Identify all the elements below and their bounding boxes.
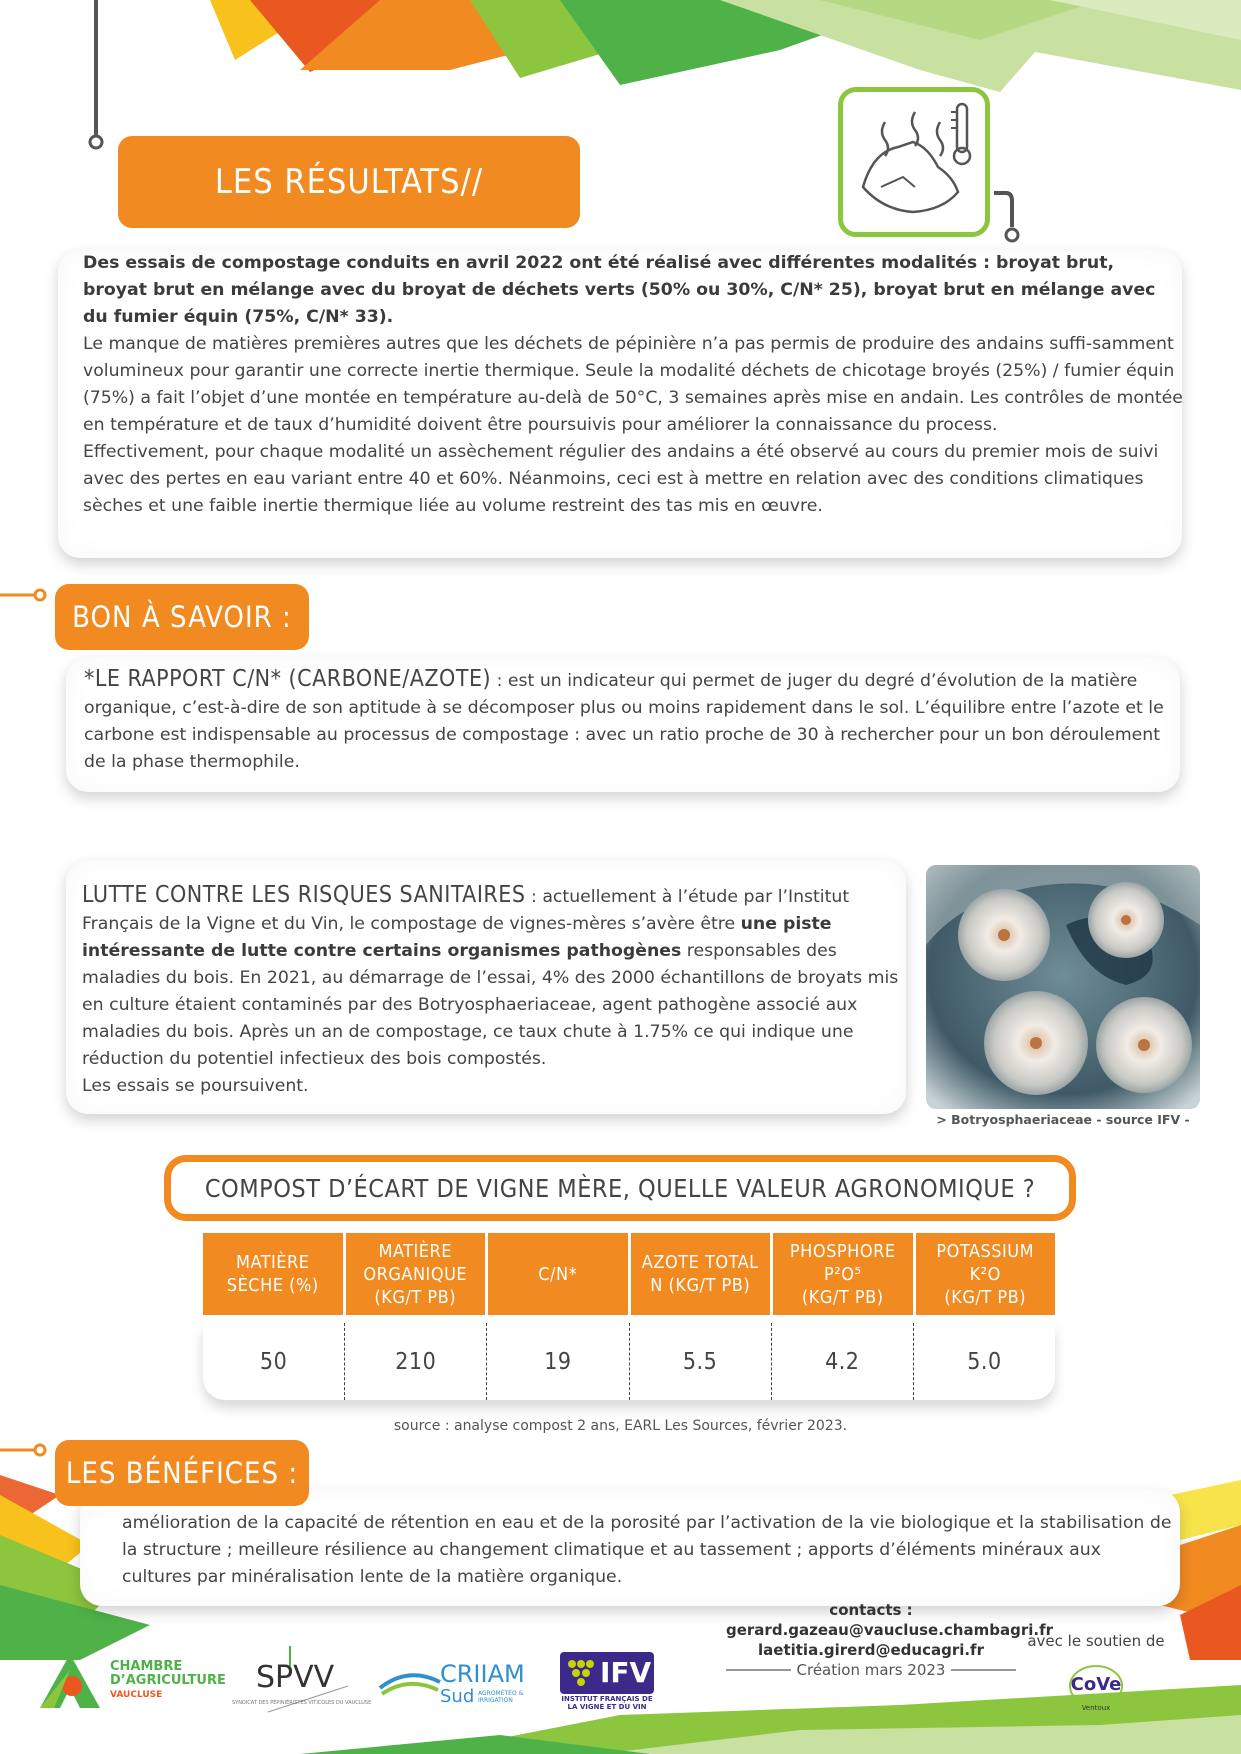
benefices-title: LES BÉNÉFICES :: [55, 1440, 309, 1506]
cove-logo: [1066, 1664, 1126, 1716]
table-header-cell: PHOSPHORE P²O⁵ (KG/T PB): [773, 1233, 913, 1315]
lutte-text-2: responsables des maladies du bois. En 2021, au démarrage de l’essai, 4% des 2000 échantillons de broyats mis en culture étaient contaminés par des Botryosphaeriaceae, agent pathogène associé aux maladies du bois. Après un an de compostage, ce taux chute à 1.75% ce qui indique une réduction du potentiel infectieux des bois compostés.: [82, 941, 899, 1069]
table-header-cell: C/N*: [488, 1233, 628, 1315]
results-title: LES RÉSULTATS//: [118, 136, 580, 228]
lutte-card: [66, 860, 906, 1114]
creation-date: Création mars 2023: [796, 1661, 946, 1679]
compost-temperature-icon: [838, 87, 990, 237]
results-paragraph-2: Effectivement, pour chaque modalité un assèchement régulier des andains a été observé au cours du premier mois de suivi avec des pertes en eau variant entre 40 et 60%. Néanmoins, ceci est à mettre en relation avec des conditions climatiques sèches et une faible inertie thermique liée au volume restreint des tas mis en œuvre.: [83, 442, 1159, 516]
table-header-cell: MATIÈRE ORGANIQUE (KG/T PB): [346, 1233, 486, 1315]
cove-logo-sub: Ventoux: [1081, 1704, 1111, 1712]
spvv-logo-sub: SYNDICAT DES PÉPINIÉRISTES VITICOLES DU VAUCLUSE: [232, 1700, 372, 1706]
spvv-logo: [228, 1642, 372, 1718]
chambre-logo-line3: VAUCLUSE: [110, 1690, 163, 1700]
soutien-label: avec le soutien de: [1027, 1632, 1165, 1650]
criiam-logo: [378, 1654, 538, 1714]
table-source: source : analyse compost 2 ans, EARL Les Sources, février 2023.: [393, 1418, 848, 1434]
table-cell: 5.0: [967, 1348, 1002, 1375]
header-decoration: [0, 0, 1241, 110]
bon-connector: [0, 585, 50, 605]
table-cell: 5.5: [630, 1323, 772, 1400]
contacts-block: [726, 1600, 1053, 1680]
soutien-block: [1026, 1632, 1166, 1716]
lutte-bold: une piste intéressante de lutte contre certains organismes pathogènes: [82, 914, 832, 961]
spvv-logo-text: SPVV: [256, 1660, 335, 1695]
criiam-logo-text: CRIIAM: [440, 1660, 525, 1688]
photo-caption: > Botryosphaeriaceae - source IFV -: [936, 1112, 1190, 1127]
table-cell: 210: [345, 1323, 487, 1400]
criiam-logo-sud: Sud: [440, 1686, 475, 1707]
botryosphaeriaceae-photo: [926, 865, 1200, 1109]
benefices-card: [80, 1490, 1180, 1606]
table-cell: 50: [203, 1323, 345, 1400]
table-header-cell: AZOTE TOTAL N (KG/T PB): [631, 1233, 771, 1315]
chambre-agriculture-logo: [34, 1652, 226, 1712]
chambre-logo-line1: CHAMBRE: [110, 1659, 183, 1674]
lutte-text-3: Les essais se poursuivent.: [82, 1076, 309, 1096]
ifv-logo-sub: INSTITUT FRANÇAIS DE LA VIGNE ET DU VIN: [561, 1695, 653, 1711]
cn-ratio-lead: *LE RAPPORT C/N* (CARBONE/AZOTE): [84, 666, 492, 692]
results-paragraph-1: Le manque de matières premières autres que les déchets de pépinière n’a pas permis de produire des andains suffi-samment volumineux pour garantir une correcte inertie thermique. Seule la modalité déchets de chicotage broyés (25%) / fumier équin (75%) a fait l’objet d’une montée en température au-delà de 50°C, 3 semaines après mise en andain. Les contrôles de montée en température et de taux d’humidité doivent être poursuivis pour améliorer la connaissance du process.: [83, 334, 1183, 435]
criiam-logo-sub: AGROMÉTÉO & IRRIGATION: [478, 1690, 524, 1704]
ifv-logo: [560, 1652, 654, 1714]
ifv-logo-text: IFV: [600, 1656, 652, 1689]
benefices-connector: [0, 1440, 50, 1460]
connector-hook: [994, 185, 1034, 245]
contacts-label: contacts :: [829, 1601, 913, 1619]
table-header-row: [203, 1233, 1055, 1315]
agronomic-value-table: [203, 1233, 1055, 1400]
table-cell: 19: [487, 1323, 629, 1400]
results-card: [58, 250, 1182, 558]
results-intro: Des essais de compostage conduits en avril 2022 ont été réalisé avec différentes modalités : broyat brut, broyat brut en mélange avec du broyat de déchets verts (50% ou 30%, C/N* 25), broyat brut en mélange avec du fumier équin (75%, C/N* 33).: [83, 253, 1156, 327]
bon-a-savoir-card: [66, 658, 1180, 792]
table-header-cell: POTASSIUM K²O (KG/T PB): [916, 1233, 1056, 1315]
contact-email-2[interactable]: laetitia.girerd@educagri.fr: [758, 1641, 984, 1659]
lutte-lead: LUTTE CONTRE LES RISQUES SANITAIRES: [82, 882, 526, 908]
lutte-text-1: : actuellement à l’étude par l’Institut Français de la Vigne et du Vin, le compostage de vignes-mères s’avère être: [82, 887, 850, 934]
chambre-logo-line2: D’AGRICULTURE: [110, 1673, 226, 1688]
compost-title: COMPOST D’ÉCART DE VIGNE MÈRE, QUELLE VALEUR AGRONOMIQUE ?: [164, 1155, 1076, 1221]
timeline-line: [86, 0, 106, 150]
benefices-text: amélioration de la capacité de rétention en eau et de la porosité par l’activation de la vie biologique et la stabilisation de la structure ; meilleure résilience au changement climatique et au tassement ; apports d’éléments minéraux aux cultures par minéralisation lente de la matière organique.: [122, 1513, 1172, 1587]
contact-email-1[interactable]: gerard.gazeau@vaucluse.chambagri.fr: [726, 1621, 1053, 1639]
cn-ratio-text: : est un indicateur qui permet de juger du degré d’évolution de la matière organique, c’est-à-dire de son aptitude à se décomposer plus ou moins rapidement dans le sol. L’équilibre entre l’azote et le carbone est indispensable au processus de compostage : avec un ratio proche de 30 à rechercher pour un bon déroulement de la phase thermophile.: [84, 671, 1164, 772]
table-header-cell: MATIÈRE SÈCHE (%): [203, 1233, 343, 1315]
bon-a-savoir-title: BON À SAVOIR :: [55, 584, 309, 650]
cove-logo-text: CoVe: [1070, 1674, 1122, 1695]
table-cell: 4.2: [772, 1323, 914, 1400]
